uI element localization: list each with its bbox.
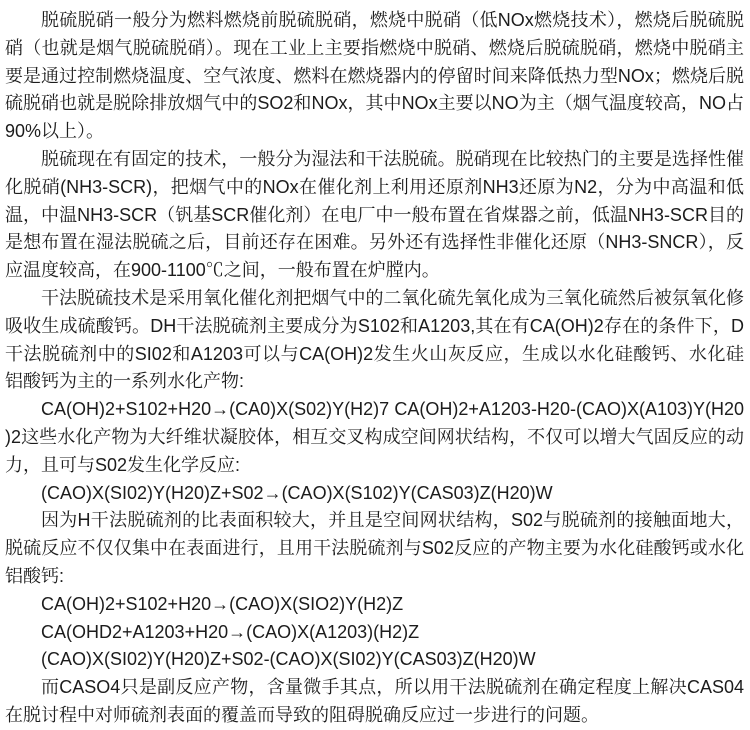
paragraph-caso4-conclusion: 而CASO4只是副反应产物，含量微手其点，所以用干法脱硫剂在确定程度上解决CAS04在脱讨程中对师硫剂表面的覆盖而导致的阻碍脱确反应过一步进行的问题。 [5, 677, 744, 725]
formula-line-3: (CAO)X(SI02)Y(H20)Z+S02-(CAO)X(SI02)Y(CAS03)Z(H20)W [41, 649, 536, 670]
formula-line-2: CA(OHD2+A1203+H20→(CAO)X(A1203)(H2)Z [41, 621, 420, 642]
paragraph-dry-process: 干法脱硫技术是采用氧化催化剂把烟气中的二氧化硫先氧化成为三氧化硫然后被氛氧化修吸收生成硫酸钙。DH干法脱硫剂主要成分为S102和A1203,其在有CA(OH)2存在的条件下，D干法脱硫剂中的SI02和A1203可以与CA(OH)2发生火山灰反应，生成以水化硅酸钙、水化硅铝酸钙为主的一系列水化产物: [5, 287, 744, 392]
formula-so2-reaction: (CAO)X(SI02)Y(H20)Z+S02→(CAO)X(S102)Y(CAS03)Z(H20)W [41, 482, 553, 503]
formula-line-1: CA(OH)2+S102+H20→(CAO)X(SIO2)Y(H2)Z [41, 593, 404, 614]
paragraph-hydration-products: CA(OH)2+S102+H20→(CA0)X(S02)Y(H2)7 CA(OH)2+A1203-H20-(CAO)X(A103)Y(H20)2这些水化产物为大纤维状凝胶体，相互交叉构成空间网状结构，不仅可以增大气固反应的动力，且可与S02发生化学反应: [5, 399, 744, 475]
paragraph-technologies: 脱硫现在有固定的技术，一般分为湿法和干法脱硫。脱硝现在比较热门的主要是选择性催化脱硝(NH3-SCR)，把烟气中的NOx在催化剂上利用还原剂NH3还原为N2，分为中高温和低温，中温NH3-SCR（钒基SCR催化剂）在电厂中一般布置在省煤器之前，低温NH3-SCR目的是想布置在湿法脱硫之后，目前还存在困难。另外还有选择性非催化还原（NH3-SNCR），反应温度较高，在900-1100℃之间，一般布置在炉膛内。 [5, 148, 744, 281]
paragraph-surface-area: 因为H干法脱硫剂的比表面积较大，并且是空间网状结构，S02与脱硫剂的接触面地大，脱硫反应不仅仅集中在表面进行，且用干法脱硫剂与S02反应的产物主要为水化硅酸钙或水化铝酸钙: [5, 510, 744, 586]
paragraph-overview: 脱硫脱硝一般分为燃料燃烧前脱硫脱硝，燃烧中脱硝（低NOx燃烧技术），燃烧后脱硫脱硝（也就是烟气脱硫脱硝）。现在工业上主要指燃烧中脱硝、燃烧后脱硫脱硝，燃烧中脱硝主要是通过控制燃烧温度、空气浓度、燃料在燃烧器内的停留时间来降低热力型NOx；燃烧后脱硫脱硝也就是脱除排放烟气中的SO2和NOx，其中NOx主要以NO为主（烟气温度较高，NO占90%以上）。 [5, 10, 744, 142]
